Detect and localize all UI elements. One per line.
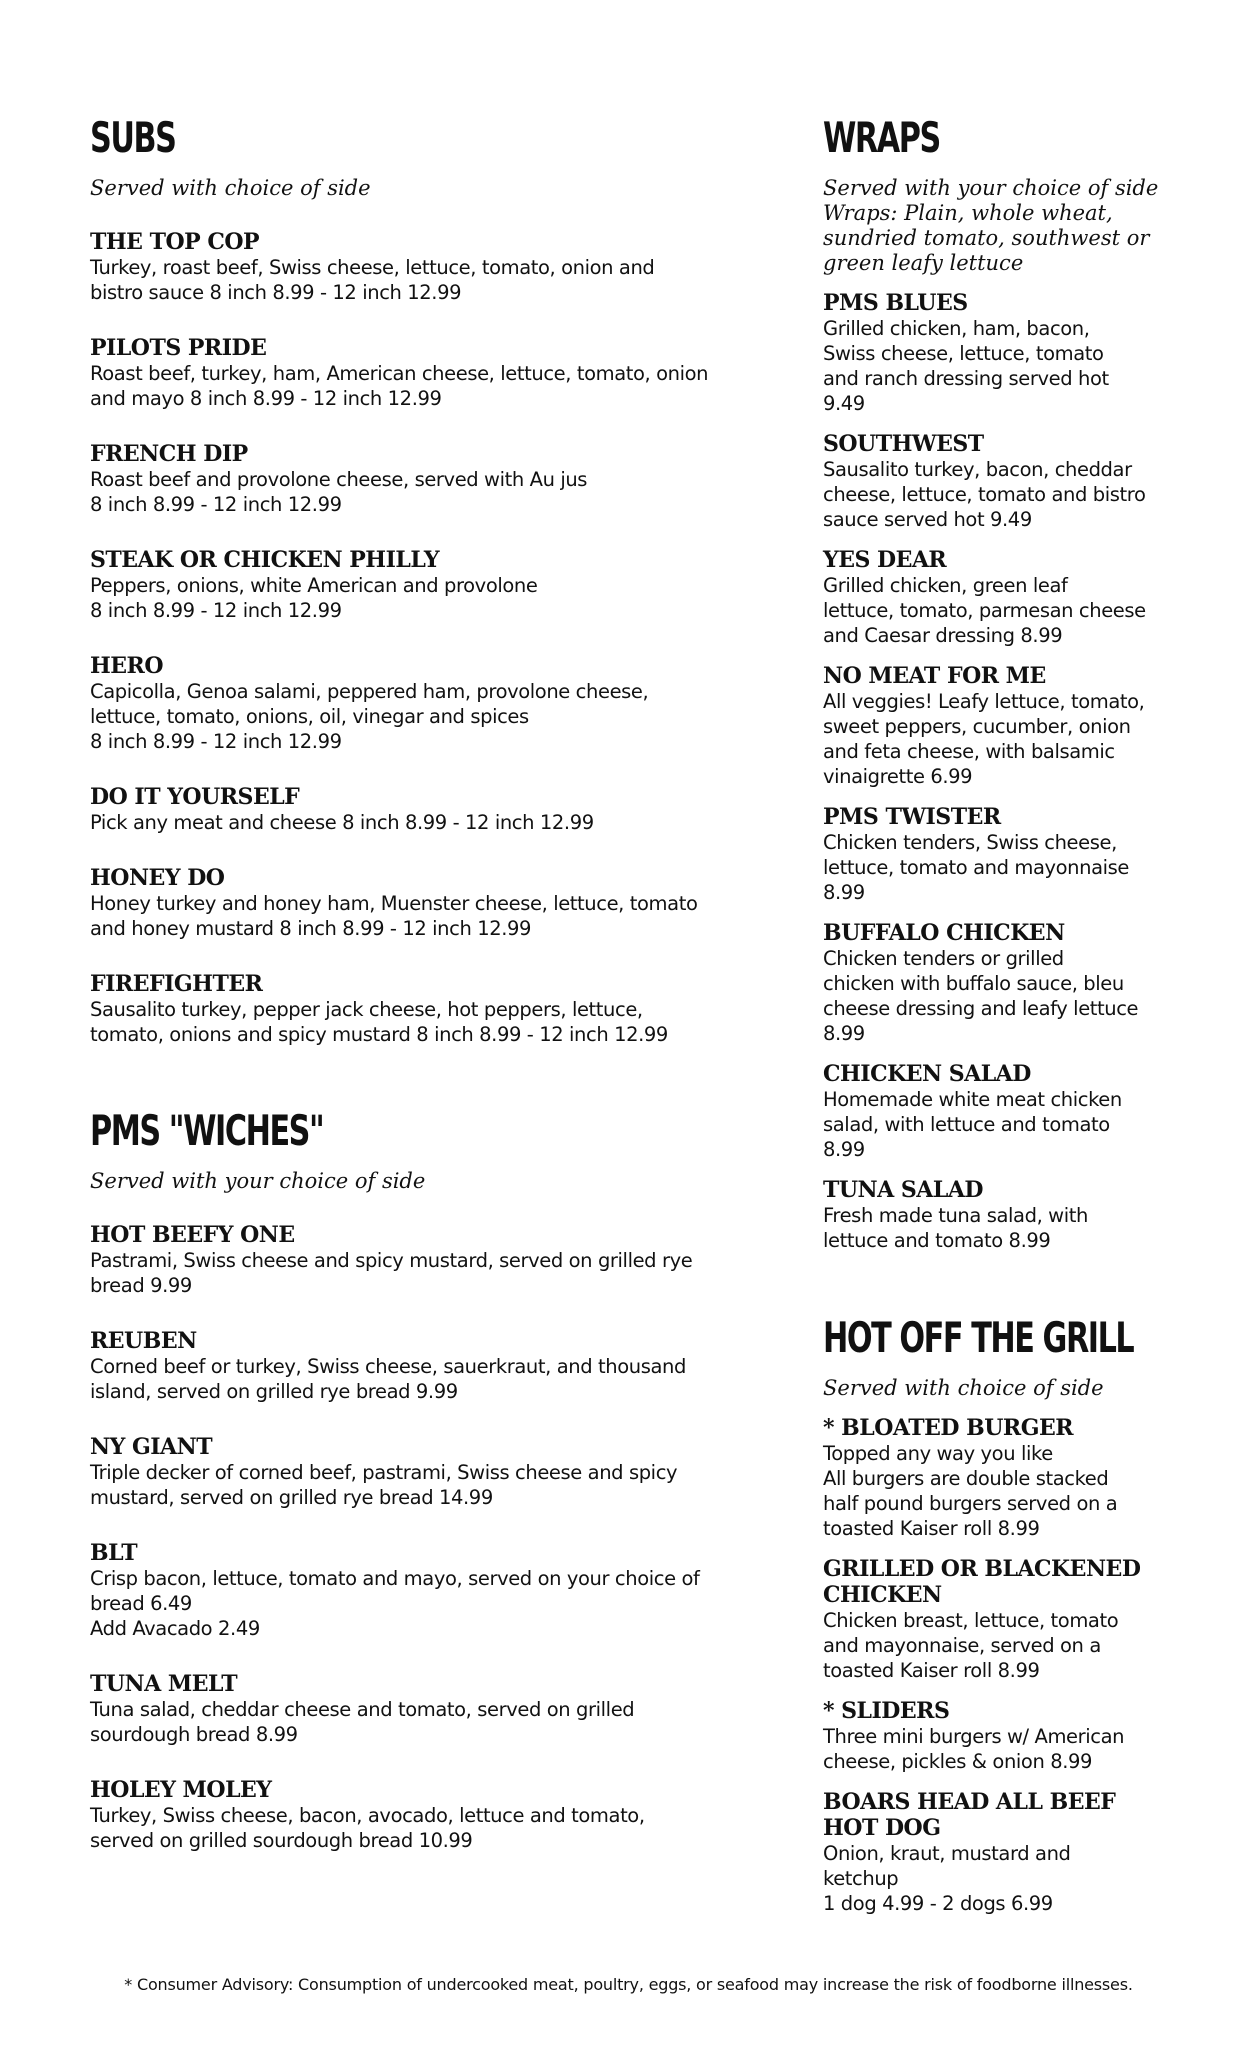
menu-item-description-line: Pick any meat and cheese 8 inch 8.99 - 12 inch 12.99 [90, 811, 594, 834]
menu-item-name: GRILLED OR BLACKENED CHICKEN [823, 1556, 1141, 1608]
menu-item-description-line: toasted Kaiser roll 8.99 [823, 1517, 1040, 1540]
grill-title: HOT OFF THE GRILL [823, 1313, 1134, 1362]
wraps-menu-item [823, 1061, 1173, 1162]
menu-item-description-line: Onion, kraut, mustard and [823, 1842, 1071, 1865]
menu-item-description-line: Triple decker of corned beef, pastrami, Swiss cheese and spicy [90, 1461, 678, 1484]
menu-item-name: TUNA MELT [90, 1671, 238, 1697]
menu-item-name: FIREFIGHTER [90, 971, 263, 997]
wraps-subtitle-line: green leafy lettuce [823, 251, 1024, 275]
wraps-menu-item [823, 663, 1173, 789]
menu-item-description-line: 8.99 [823, 1138, 865, 1161]
subs-list [90, 229, 780, 1047]
menu-item-name: HONEY DO [90, 865, 225, 891]
grill-list [823, 1415, 1173, 1916]
wraps-subtitle-line: Served with your choice of side [823, 176, 1159, 200]
menu-item-description-line: Grilled chicken, ham, bacon, [823, 317, 1090, 340]
wiches-menu-item [90, 1671, 780, 1747]
subs-menu-item [90, 865, 780, 941]
menu-item-description-line: Chicken tenders, Swiss cheese, [823, 831, 1117, 854]
subs-menu-item [90, 971, 780, 1047]
menu-item-description-line: ketchup [823, 1867, 899, 1890]
menu-item-name: FRENCH DIP [90, 441, 248, 467]
menu-item-description-line: 8 inch 8.99 - 12 inch 12.99 [90, 493, 342, 516]
wiches-menu-item [90, 1777, 780, 1853]
menu-item-description-line: cheese, lettuce, tomato and bistro [823, 483, 1146, 506]
wraps-menu-item [823, 547, 1173, 648]
menu-item-description-line: Corned beef or turkey, Swiss cheese, sauerkraut, and thousand [90, 1355, 686, 1378]
menu-item-name: PILOTS PRIDE [90, 335, 267, 361]
menu-item-description-line: and feta cheese, with balsamic [823, 740, 1115, 763]
grill-menu-item [823, 1556, 1173, 1683]
menu-item-description-line: bread 9.99 [90, 1274, 192, 1297]
menu-item-description-line: Three mini burgers w/ American [823, 1725, 1125, 1748]
menu-item-description-line: and mayonnaise, served on a [823, 1634, 1101, 1657]
menu-item-name: PMS BLUES [823, 290, 968, 316]
menu-item-name: BLT [90, 1540, 138, 1566]
menu-item-description-line: lettuce and tomato 8.99 [823, 1229, 1051, 1252]
menu-item-name: DO IT YOURSELF [90, 784, 300, 810]
subs-subtitle: Served with choice of side [90, 176, 371, 200]
menu-item-description-line: Sausalito turkey, bacon, cheddar [823, 458, 1132, 481]
wraps-menu-item [823, 431, 1173, 532]
wiches-title: PMS "WICHES" [90, 1106, 324, 1155]
subs-menu-item [90, 784, 780, 835]
menu-item-description-line: sauce served hot 9.49 [823, 508, 1032, 531]
menu-item-description-line: All burgers are double stacked [823, 1467, 1109, 1490]
menu-item-description-line: and mayo 8 inch 8.99 - 12 inch 12.99 [90, 387, 442, 410]
menu-item-name: HOLEY MOLEY [90, 1777, 272, 1803]
subs-menu-item [90, 335, 780, 411]
left-column [90, 112, 780, 1883]
menu-item-description-line: lettuce, tomato, onions, oil, vinegar and spices [90, 705, 529, 728]
wiches-list [90, 1222, 780, 1853]
menu-item-description-line: sourdough bread 8.99 [90, 1723, 298, 1746]
subs-menu-item [90, 441, 780, 517]
menu-item-description-line: sweet peppers, cucumber, onion [823, 715, 1131, 738]
menu-item-description-line: and Caesar dressing 8.99 [823, 624, 1063, 647]
menu-item-name: SOUTHWEST [823, 431, 984, 457]
menu-item-name: * SLIDERS [823, 1698, 950, 1724]
menu-item-description-line: Swiss cheese, lettuce, tomato [823, 342, 1104, 365]
menu-item-description-line: served on grilled sourdough bread 10.99 [90, 1829, 473, 1852]
menu-item-description-line: 8.99 [823, 1022, 865, 1045]
wiches-menu-item [90, 1222, 780, 1298]
menu-item-description-line: cheese dressing and leafy lettuce [823, 997, 1139, 1020]
menu-item-description-line: half pound burgers served on a [823, 1492, 1118, 1515]
menu-item-description-line: Pastrami, Swiss cheese and spicy mustard, served on grilled rye [90, 1249, 693, 1272]
menu-item-description-line: Homemade white meat chicken [823, 1088, 1122, 1111]
menu-item-name: REUBEN [90, 1328, 197, 1354]
menu-item-name: THE TOP COP [90, 229, 260, 255]
menu-item-description-line: Fresh made tuna salad, with [823, 1204, 1088, 1227]
menu-item-description-line: Crisp bacon, lettuce, tomato and mayo, served on your choice of [90, 1567, 700, 1590]
grill-menu-item [823, 1698, 1173, 1774]
menu-item-description-line: Roast beef and provolone cheese, served with Au jus [90, 468, 588, 491]
menu-item-description-line: All veggies! Leafy lettuce, tomato, [823, 690, 1145, 713]
wraps-list [823, 290, 1173, 1253]
menu-item-name: HOT BEEFY ONE [90, 1222, 295, 1248]
menu-item-description-line: and honey mustard 8 inch 8.99 - 12 inch 12.99 [90, 917, 532, 940]
menu-item-description-line: Turkey, roast beef, Swiss cheese, lettuce, tomato, onion and [90, 256, 655, 279]
menu-item-description-line: and ranch dressing served hot [823, 367, 1109, 390]
wraps-subtitle [823, 176, 1173, 276]
menu-item-description-line: cheese, pickles & onion 8.99 [823, 1750, 1093, 1773]
menu-item-description-line: Grilled chicken, green leaf [823, 574, 1068, 597]
wraps-menu-item [823, 804, 1173, 905]
menu-item-name: NO MEAT FOR ME [823, 663, 1046, 689]
grill-menu-item [823, 1415, 1173, 1541]
menu-item-description-line: Roast beef, turkey, ham, American cheese, lettuce, tomato, onion [90, 362, 709, 385]
menu-item-description-line: Peppers, onions, white American and provolone [90, 574, 538, 597]
menu-item-description-line: Topped any way you like [823, 1442, 1053, 1465]
menu-item-name: HERO [90, 653, 164, 679]
menu-item-description-line: salad, with lettuce and tomato [823, 1113, 1110, 1136]
wiches-subtitle: Served with your choice of side [90, 1169, 426, 1193]
menu-item-name: PMS TWISTER [823, 804, 1001, 830]
right-column [823, 112, 1173, 1931]
menu-item-description-line: Tuna salad, cheddar cheese and tomato, served on grilled [90, 1698, 635, 1721]
menu-item-name: YES DEAR [823, 547, 947, 573]
wraps-title: WRAPS [823, 113, 940, 162]
menu-item-description-line: 8.99 [823, 881, 865, 904]
menu-item-description-line: Sausalito turkey, pepper jack cheese, hot peppers, lettuce, [90, 998, 643, 1021]
menu-item-description-line: lettuce, tomato, parmesan cheese [823, 599, 1146, 622]
menu-item-name: TUNA SALAD [823, 1177, 983, 1203]
subs-menu-item [90, 229, 780, 305]
wraps-menu-item [823, 1177, 1173, 1253]
menu-item-description-line: tomato, onions and spicy mustard 8 inch 8.99 - 12 inch 12.99 [90, 1023, 668, 1046]
menu-item-description-line: Turkey, Swiss cheese, bacon, avocado, lettuce and tomato, [90, 1804, 645, 1827]
menu-item-description-line: toasted Kaiser roll 8.99 [823, 1659, 1040, 1682]
menu-item-name: STEAK OR CHICKEN PHILLY [90, 547, 440, 573]
menu-item-name: NY GIANT [90, 1434, 213, 1460]
menu-item-description-line: lettuce, tomato and mayonnaise [823, 856, 1130, 879]
menu-item-description-line: 9.49 [823, 392, 865, 415]
wiches-menu-item [90, 1434, 780, 1510]
consumer-advisory: * Consumer Advisory: Consumption of undercooked meat, poultry, eggs, or seafood may increase the risk of foodborne illnesses. [124, 1975, 1133, 1994]
menu-item-description-line: Chicken breast, lettuce, tomato [823, 1609, 1119, 1632]
menu-item-description-line: island, served on grilled rye bread 9.99 [90, 1380, 458, 1403]
wiches-menu-item [90, 1328, 780, 1404]
menu-item-name: BUFFALO CHICKEN [823, 920, 1065, 946]
menu-item-name: CHICKEN SALAD [823, 1061, 1031, 1087]
wiches-menu-item [90, 1540, 780, 1641]
menu-item-description-line: bistro sauce 8 inch 8.99 - 12 inch 12.99 [90, 281, 462, 304]
menu-item-description-line: chicken with buffalo sauce, bleu [823, 972, 1124, 995]
menu-item-description-line: Chicken tenders or grilled [823, 947, 1064, 970]
grill-subtitle: Served with choice of side [823, 1376, 1104, 1400]
subs-title: SUBS [90, 113, 176, 162]
menu-item-description-line: bread 6.49 [90, 1592, 192, 1615]
menu-item-description-line: 8 inch 8.99 - 12 inch 12.99 [90, 730, 342, 753]
menu-item-description-line: Add Avacado 2.49 [90, 1617, 260, 1640]
menu-item-description-line: vinaigrette 6.99 [823, 765, 973, 788]
grill-menu-item [823, 1789, 1173, 1916]
wraps-menu-item [823, 920, 1173, 1046]
wraps-subtitle-line: sundried tomato, southwest or [823, 226, 1150, 250]
menu-item-description-line: 1 dog 4.99 - 2 dogs 6.99 [823, 1892, 1053, 1915]
subs-menu-item [90, 653, 780, 754]
wraps-menu-item [823, 290, 1173, 416]
menu-item-description-line: 8 inch 8.99 - 12 inch 12.99 [90, 599, 342, 622]
menu-item-description-line: Capicolla, Genoa salami, peppered ham, provolone cheese, [90, 680, 649, 703]
menu-item-description-line: Honey turkey and honey ham, Muenster cheese, lettuce, tomato [90, 892, 698, 915]
menu-item-description-line: mustard, served on grilled rye bread 14.99 [90, 1486, 493, 1509]
menu-item-name: BOARS HEAD ALL BEEF HOT DOG [823, 1789, 1116, 1841]
wraps-subtitle-line: Wraps: Plain, whole wheat, [823, 201, 1113, 225]
subs-menu-item [90, 547, 780, 623]
menu-item-name: * BLOATED BURGER [823, 1415, 1074, 1441]
